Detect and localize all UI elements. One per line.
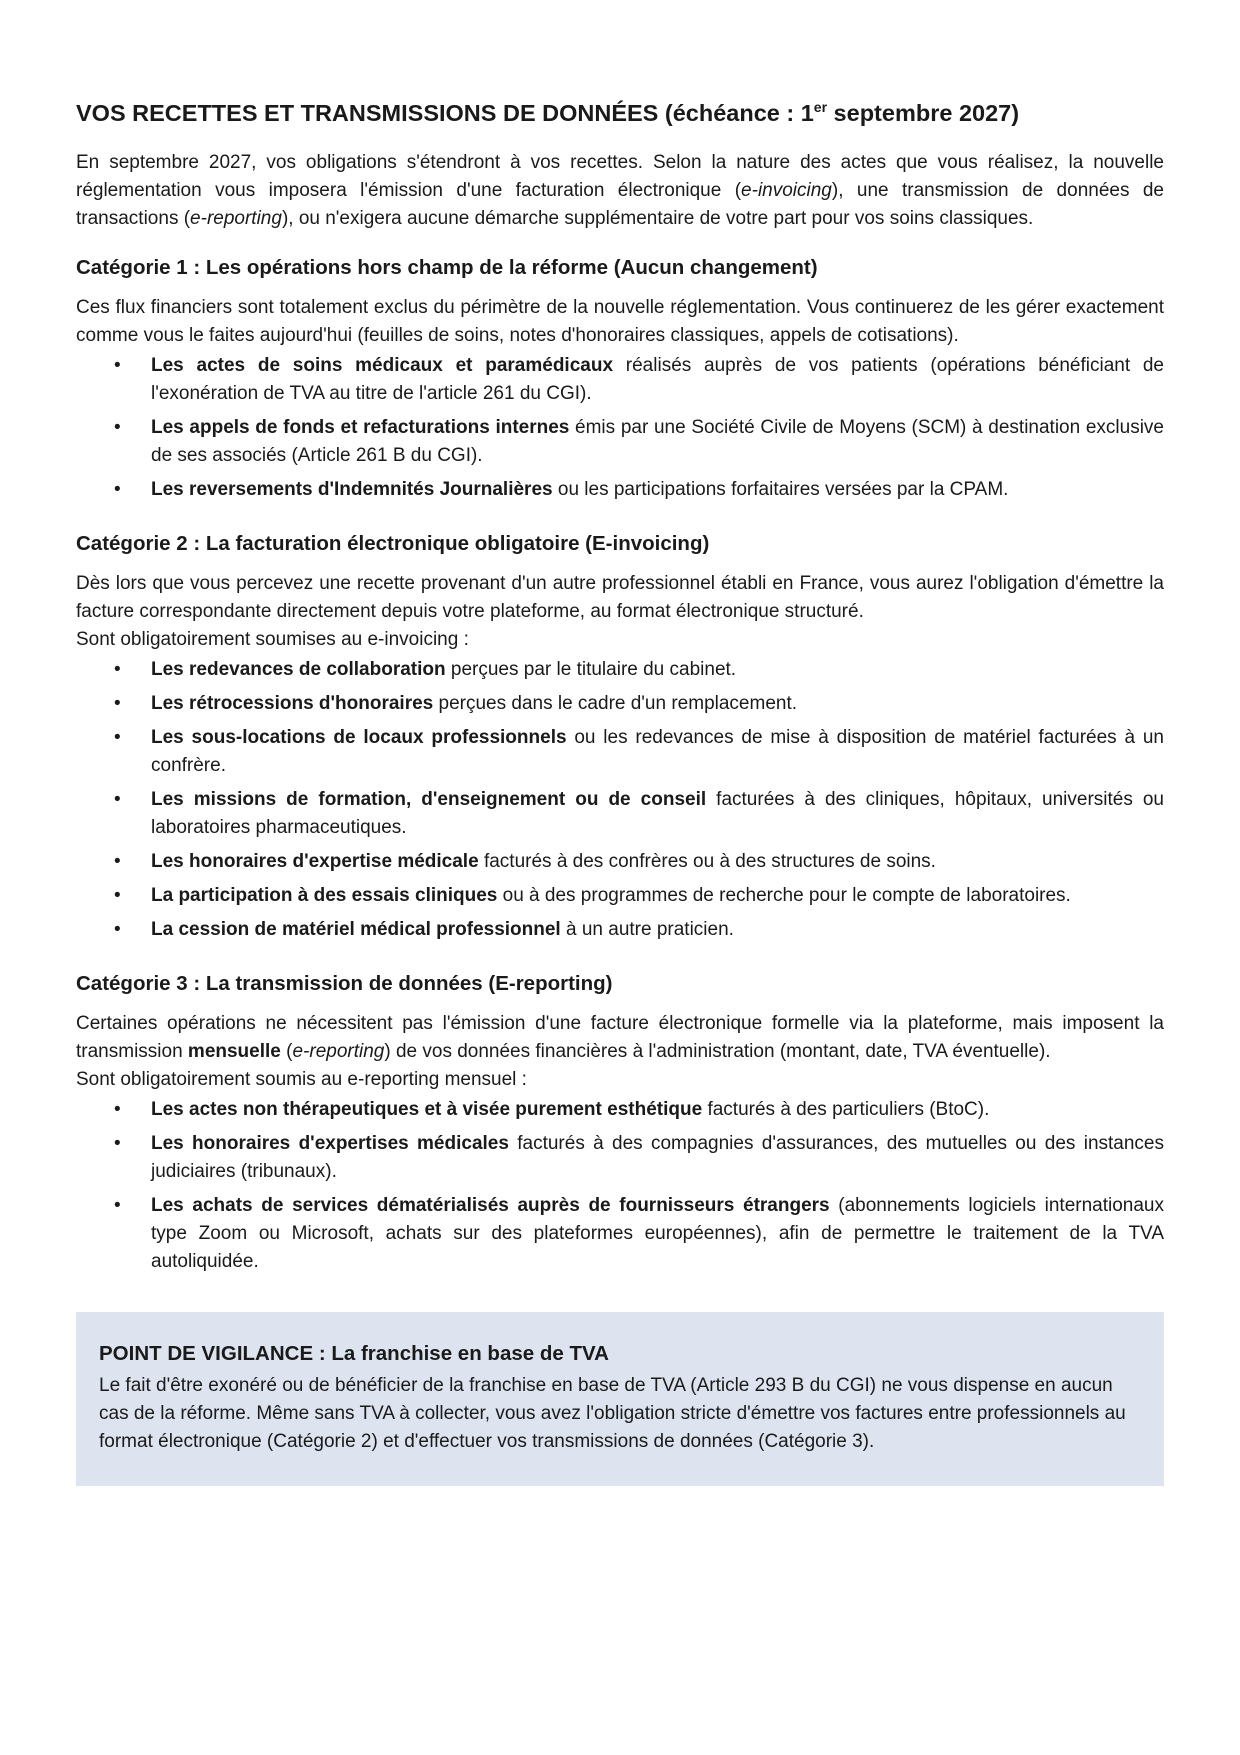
category-2-list [76,656,1164,944]
category-3-list [76,1096,1164,1276]
bullet-icon: • [114,788,121,810]
category-2-lead: Dès lors que vous percevez une recette provenant d'un autre professionnel établi en France, vous aurez l'obligation d'émettre la facture correspondante directement depuis votre plateforme, au format électronique structuré. [76,572,1164,622]
document-page [76,98,1164,1486]
list-item: • Les reversements d'Indemnités Journalières ou les participations forfaitaires versées par la CPAM. [76,476,1164,504]
list-item: • Les actes de soins médicaux et paramédicaux réalisés auprès de vos patients (opérations bénéficiant de l'exonération de TVA au titre de l'article 261 du CGI). [76,352,1164,408]
list-item: • Les sous-locations de locaux professionnels ou les redevances de mise à disposition de matériel facturées à un confrère. [76,724,1164,780]
list-item: • Les honoraires d'expertise médicale facturés à des confrères ou à des structures de soins. [76,848,1164,876]
bullet-icon: • [114,1194,121,1216]
category-3-section [76,970,1164,1276]
list-item: • La participation à des essais cliniques ou à des programmes de recherche pour le compte de laboratoires. [76,882,1164,910]
category-2-heading: Catégorie 2 : La facturation électronique obligatoire (E-invoicing) [76,531,710,555]
bullet-icon: • [114,692,121,714]
category-2-lead-2: Sont obligatoirement soumises au e-invoicing : [76,628,469,650]
category-3-heading: Catégorie 3 : La transmission de données (E-reporting) [76,971,613,995]
vigilance-text: Le fait d'être exonéré ou de bénéficier de la franchise en base de TVA (Article 293 B du CGI) ne vous dispense en aucun cas de la réforme. Même sans TVA à collecter, vous avez l'obligation stricte d'émettre vos factures entre professionnels au format électronique (Catégorie 2) et d'effectuer vos transmissions de données (Catégorie 3). [99,1374,1126,1452]
intro-paragraph: En septembre 2027, vos obligations s'étendront à vos recettes. Selon la nature des actes que vous réalisez, la nouvelle réglementation vous imposera l'émission d'une facturation électronique (e-invoicing), une transmission de données de transactions (e-reporting), ou n'exigera aucune démarche supplémentaire de votre part pour vos soins classiques. [76,151,1164,229]
category-1-heading: Catégorie 1 : Les opérations hors champ de la réforme (Aucun changement) [76,255,818,279]
list-item: • Les rétrocessions d'honoraires perçues dans le cadre d'un remplacement. [76,690,1164,718]
list-item: • La cession de matériel médical professionnel à un autre praticien. [76,916,1164,944]
bullet-icon: • [114,918,121,940]
bullet-icon: • [114,354,121,376]
category-2-section [76,530,1164,944]
list-item: • Les actes non thérapeutiques et à visée purement esthétique facturés à des particuliers (BtoC). [76,1096,1164,1124]
list-item: • Les achats de services dématérialisés auprès de fournisseurs étrangers (abonnements logiciels internationaux type Zoom ou Microsoft, achats sur des plateformes européennes), afin de permettre le traitement de la TVA autoliquidée. [76,1192,1164,1276]
bullet-icon: • [114,416,121,438]
category-3-lead-2: Sont obligatoirement soumis au e-reporting mensuel : [76,1068,527,1090]
category-1-section [76,254,1164,504]
bullet-icon: • [114,726,121,748]
category-1-lead: Ces flux financiers sont totalement exclus du périmètre de la nouvelle réglementation. Vous continuerez de les gérer exactement comme vous le faites aujourd'hui (feuilles de soins, notes d'honoraires classiques, appels de cotisations). [76,296,1164,346]
vigilance-callout [76,1312,1164,1486]
list-item: • Les missions de formation, d'enseignement ou de conseil facturées à des cliniques, hôpitaux, universités ou laboratoires pharmaceutiques. [76,786,1164,842]
list-item: • Les appels de fonds et refacturations internes émis par une Société Civile de Moyens (SCM) à destination exclusive de ses associés (Article 261 B du CGI). [76,414,1164,470]
bullet-icon: • [114,658,121,680]
document-title: VOS RECETTES ET TRANSMISSIONS DE DONNÉES (échéance : 1er septembre 2027) [76,99,1020,126]
bullet-icon: • [114,884,121,906]
bullet-icon: • [114,478,121,500]
bullet-icon: • [114,1132,121,1154]
bullet-icon: • [114,1098,121,1120]
list-item: • Les redevances de collaboration perçues par le titulaire du cabinet. [76,656,1164,684]
category-1-list [76,352,1164,504]
category-3-lead: Certaines opérations ne nécessitent pas l'émission d'une facture électronique formelle via la plateforme, mais imposent la transmission mensuelle (e-reporting) de vos données financières à l'administration (montant, date, TVA éventuelle). [76,1012,1164,1062]
list-item: • Les honoraires d'expertises médicales facturés à des compagnies d'assurances, des mutuelles ou des instances judiciaires (tribunaux). [76,1130,1164,1186]
vigilance-heading: POINT DE VIGILANCE : La franchise en base de TVA [99,1341,609,1365]
bullet-icon: • [114,850,121,872]
